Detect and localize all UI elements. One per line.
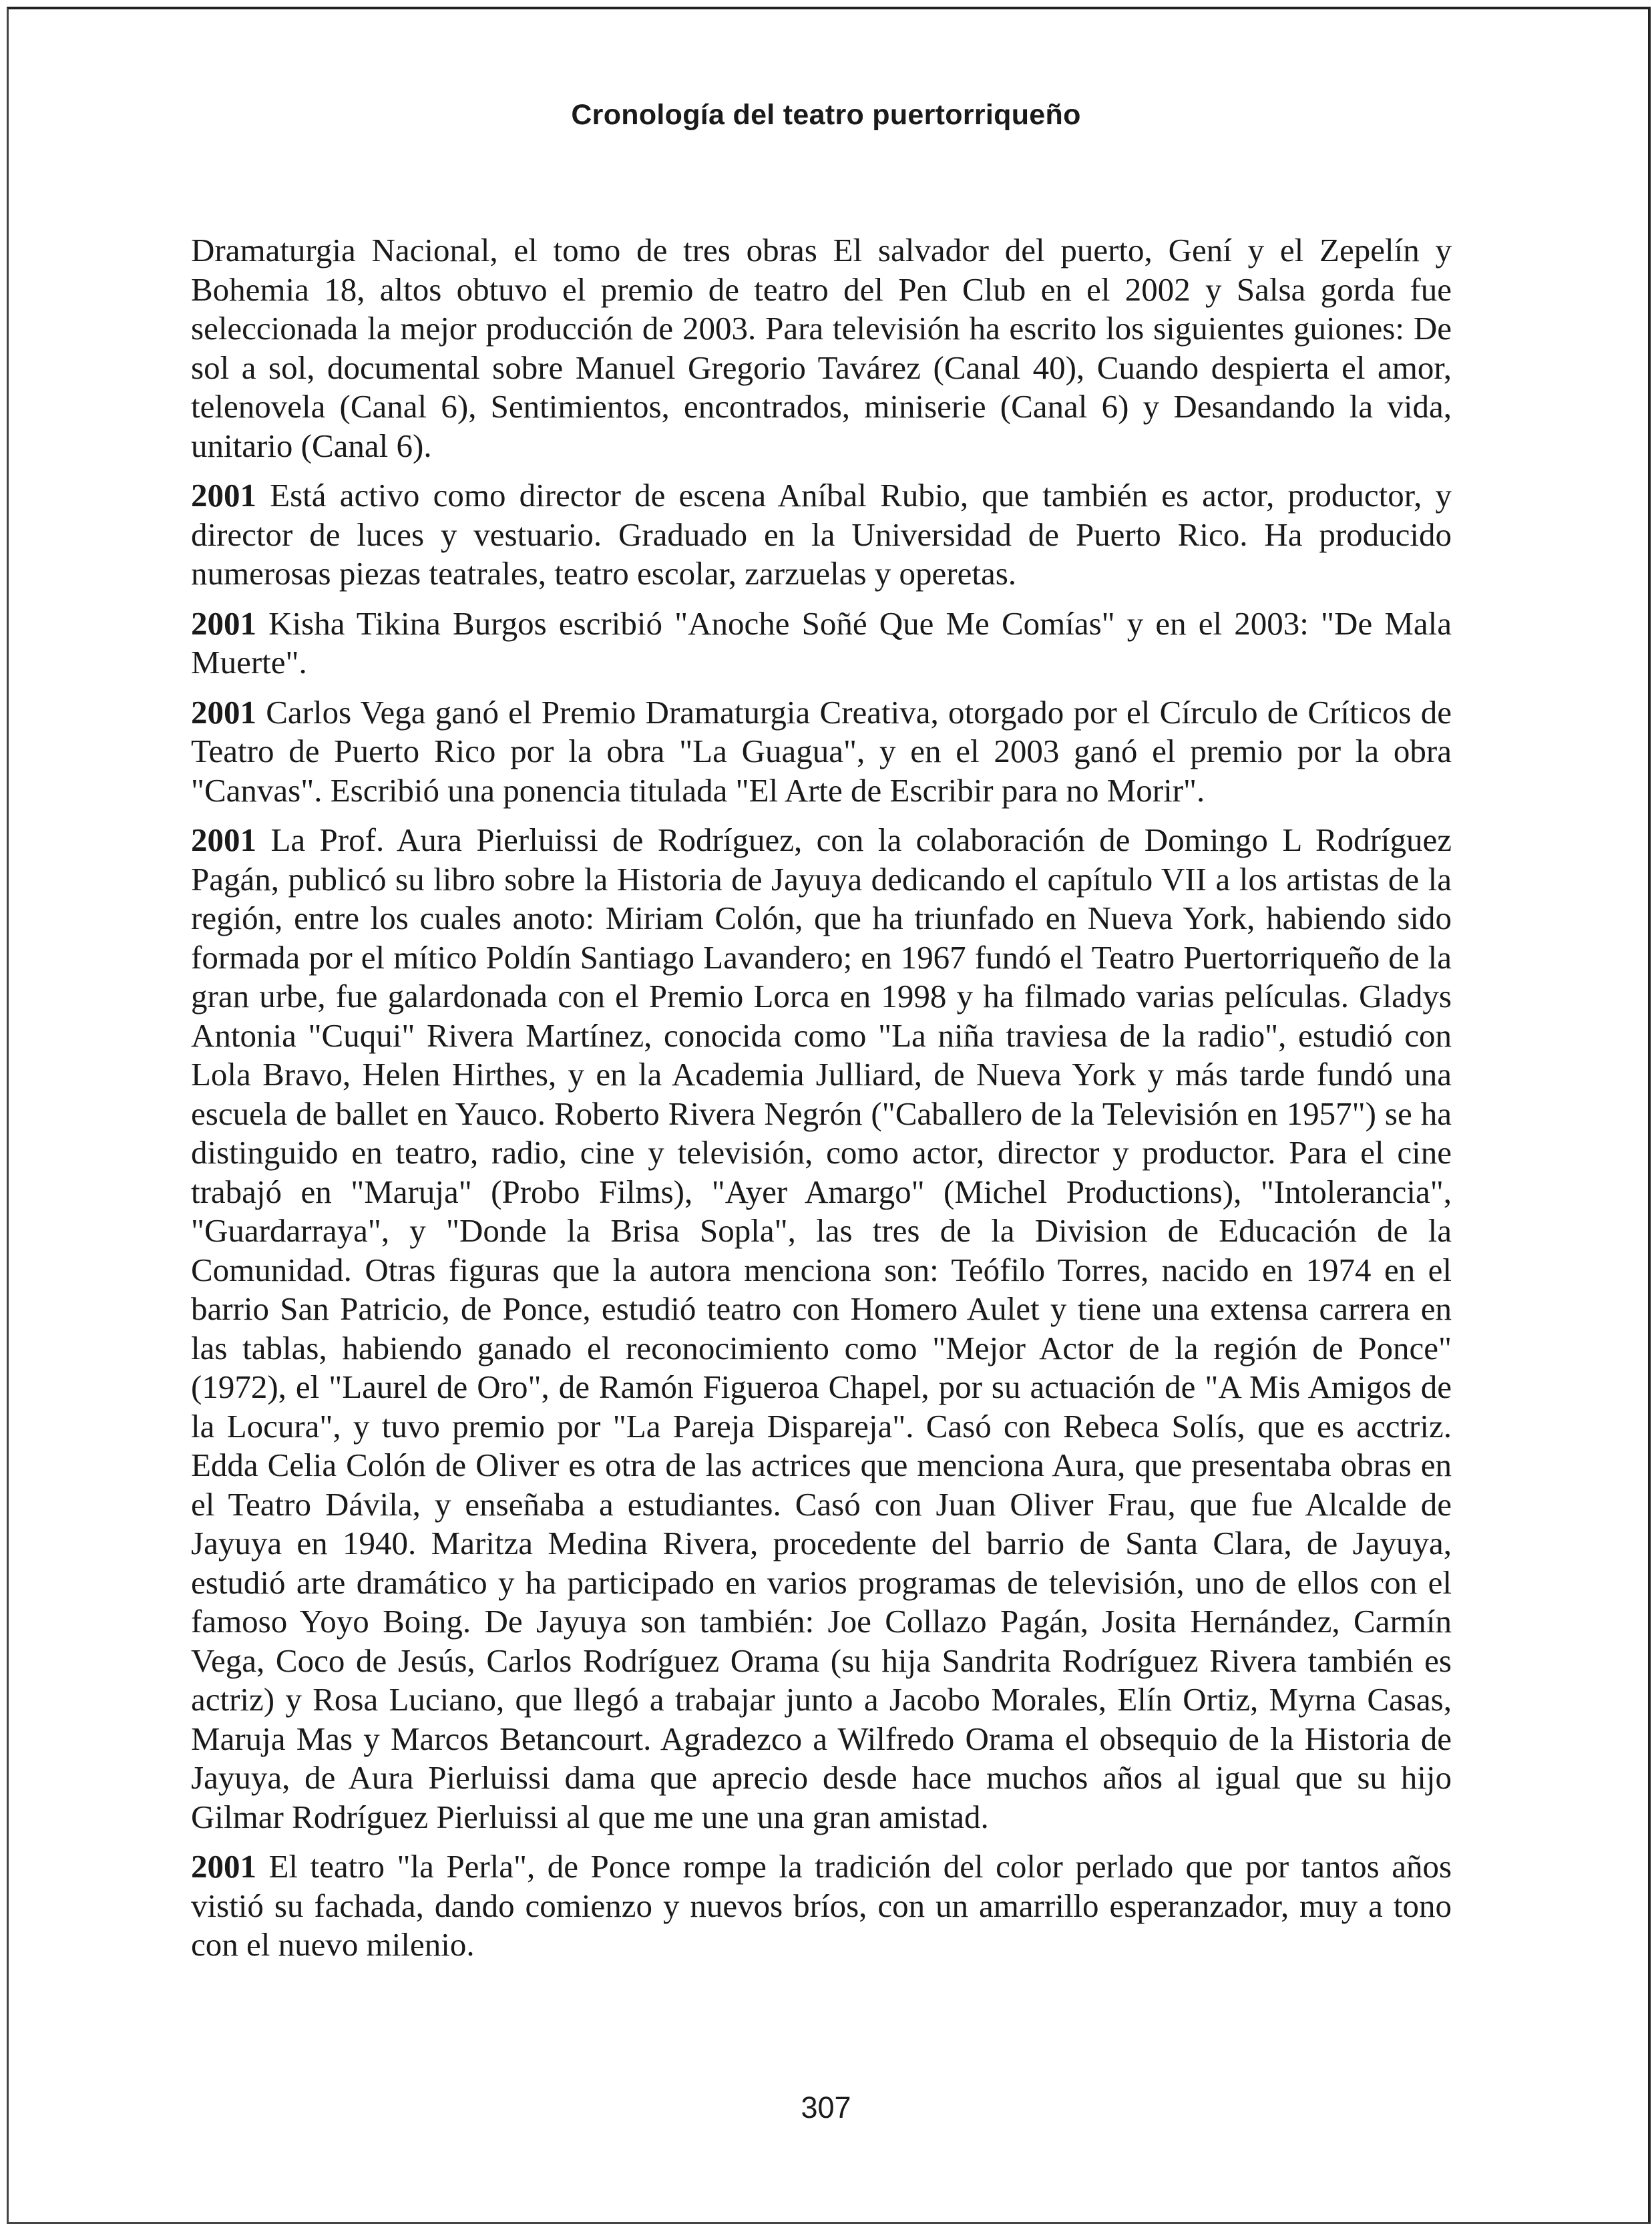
running-head-title: Cronología del teatro puertorriqueño	[571, 99, 1081, 131]
entry-year: 2001	[191, 821, 256, 858]
chronology-entry	[191, 476, 1452, 594]
entry-text: Kisha Tikina Burgos escribió "Anoche Soñé Que Me Comías" y en el 2003: "De Mala Muerte".	[191, 604, 1452, 681]
entry-year: 2001	[191, 477, 256, 514]
body-text	[191, 231, 1452, 1976]
chronology-entry	[191, 693, 1452, 811]
paragraph-continuation	[191, 231, 1452, 466]
entry-text: Está activo como director de escena Aníbal Rubio, que también es actor, productor, y director de luces y vestuario. Graduado en la Universidad de Puerto Rico. Ha producido numerosas piezas teatrales, teatro escolar, zarzuelas y operetas.	[191, 477, 1452, 592]
entry-text: La Prof. Aura Pierluissi de Rodríguez, con la colaboración de Domingo L Rodríguez Pagán, publicó su libro sobre la Historia de Jayuya dedicando el capítulo VII a los artistas de la región, entre los cuales anoto: Miriam Colón, que ha triunfado en Nueva York, habiendo sido formada por el mítico Poldín Santiago Lavandero; en 1967 fundó el Teatro Puertorriqueño de la gran urbe, fue galardonada con el Premio Lorca en 1998 y ha filmado varias películas. Gladys Antonia "Cuqui" Rivera Martínez, conocida como "La niña traviesa de la radio", estudió con Lola Bravo, Helen Hirthes, y en la Academia Julliard, de Nueva York y más tarde fundó una escuela de ballet en Yauco. Roberto Rivera Negrón ("Caballero de la Televisión en 1957") se ha distinguido en teatro, radio, cine y televisión, como actor, director y productor. Para el cine trabajó en "Maruja" (Probo Films), "Ayer Amargo" (Michel Productions), "Intolerancia", "Guardarraya", y "Donde la Brisa Sopla", las tres de la Division de Educación de la Comunidad. Otras figuras que la autora menciona son: Teófilo Torres, nacido en 1974 en el barrio San Patricio, de Ponce, estudió teatro con Homero Aulet y tiene una extensa carrera en las tablas, habiendo ganado el reconocimiento como "Mejor Actor de la región de Ponce" (1972), el "Laurel de Oro", de Ramón Figueroa Chapel, por su actuación de "A Mis Amigos de la Locura", y tuvo premio por "La Pareja Dispareja". Casó con Rebeca Solís, que es acctriz. Edda Celia Colón de Oliver es otra de las actrices que menciona Aura, que presentaba obras en el Teatro Dávila, y enseñaba a estudiantes. Casó con Juan Oliver Frau, que fue Alcalde de Jayuya en 1940. Maritza Medina Rivera, procedente del barrio de Santa Clara, de Jayuya, estudió arte dramático y ha participado en varios programas de televisión, uno de ellos con el famoso Yoyo Boing. De Jayuya son también: Joe Collazo Pagán, Josita Hernández, Carmín Vega, Coco de Jesús, Carlos Rodríguez Orama (su hija Sandrita Rodríguez Rivera también es actriz) y Rosa Luciano, que llegó a trabajar junto a Jacobo Morales, Elín Ortiz, Myrna Casas, Maruja Mas y Marcos Betancourt. Agradezco a Wilfredo Orama el obsequio de la Historia de Jayuya, de Aura Pierluissi dama que aprecio desde hace muchos años al igual que su hijo Gilmar Rodríguez Pierluissi al que me une una gran amistad.	[191, 821, 1452, 1835]
entry-year: 2001	[191, 693, 256, 731]
entry-text: El teatro "la Perla", de Ponce rompe la tradición del color perlado que por tantos años vistió su fachada, dando comienzo y nuevos bríos, con un amarrillo esperanzador, muy a tono con el nuevo milenio.	[191, 1848, 1452, 1963]
entry-text: Carlos Vega ganó el Premio Dramaturgia Creativa, otorgado por el Círculo de Críticos de Teatro de Puerto Rico por la obra "La Guagua", y en el 2003 ganó el premio por la obra "Canvas". Escribió una ponencia titulada "El Arte de Escribir para no Morir".	[191, 693, 1452, 809]
page-number: 307	[801, 2090, 851, 2124]
entry-year: 2001	[191, 1848, 256, 1885]
entry-year: 2001	[191, 604, 256, 642]
chronology-entry	[191, 1847, 1452, 1965]
chronology-entry	[191, 604, 1452, 683]
paragraph-text: Dramaturgia Nacional, el tomo de tres obras El salvador del puerto, Gení y el Zepelín y Bohemia 18, altos obtuvo el premio de teatro del Pen Club en el 2002 y Salsa gorda fue seleccionada la mejor producción de 2003. Para televisión ha escrito los siguientes guiones: De sol a sol, documental sobre Manuel Gregorio Tavárez (Canal 40), Cuando despierta el amor, telenovela (Canal 6), Sentimientos, encontrados, miniserie (Canal 6) y Desandando la vida, unitario (Canal 6).	[191, 232, 1452, 464]
chronology-entry	[191, 821, 1452, 1837]
